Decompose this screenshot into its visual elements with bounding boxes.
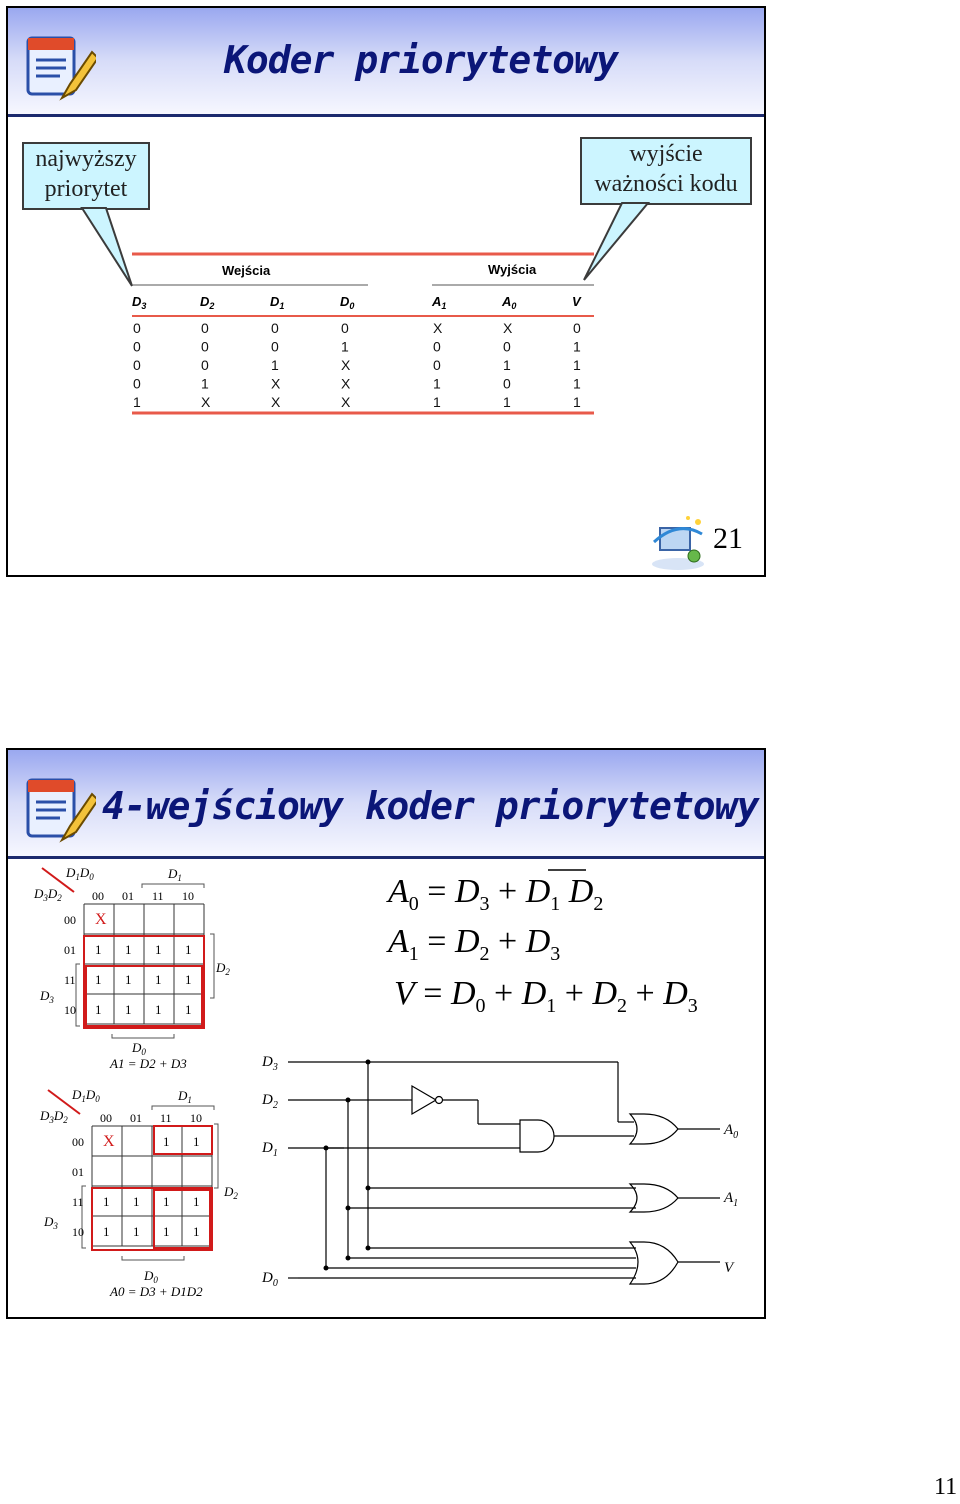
slide-22 <box>6 748 766 1319</box>
computer-network-icon <box>648 514 710 572</box>
page-number: 11 <box>934 1474 958 1500</box>
table-cell: 1 <box>503 394 511 410</box>
kmap-cell: 1 <box>125 942 132 957</box>
svg-text:D2: $D_2$ <box>216 960 230 977</box>
kmap-row-code: 10 <box>72 1225 84 1239</box>
kmap-cell: 1 <box>163 1134 170 1149</box>
kmap-cell: X <box>103 1133 115 1150</box>
circuit-output-v: V <box>724 1260 734 1276</box>
kmap-cell: 1 <box>133 1224 140 1239</box>
kmap-cell: 1 <box>163 1224 170 1239</box>
kmap-col-code: 10 <box>190 1111 202 1125</box>
group-label-outputs: Wyjścia <box>488 262 537 277</box>
kmap-cell: 1 <box>133 1194 140 1209</box>
table-cell: 0 <box>573 320 581 336</box>
circuit-output-a0: $A_0$ <box>724 1122 739 1141</box>
slide-number: 21 <box>713 522 743 555</box>
callout-line: wyjście <box>629 141 703 167</box>
circuit-input-d3: $D_3$ <box>262 1054 278 1073</box>
kmap-col-code: 11 <box>152 889 164 903</box>
svg-text:D3: $D_3$ <box>44 1214 58 1231</box>
callout-line: najwyższy <box>35 146 137 172</box>
table-cell: 1 <box>573 357 581 373</box>
equations <box>380 862 760 1022</box>
table-cell: 1 <box>573 375 581 392</box>
equation-v: $V = D_0 + D_1 + D_2 + D_3$ <box>394 975 698 1017</box>
kmap-col-code: 00 <box>92 889 104 903</box>
table-cell: 1 <box>201 375 209 392</box>
kmap-cell: 1 <box>95 1002 102 1017</box>
kmap-cell: 1 <box>185 942 192 957</box>
svg-text:D2: $D_2$ <box>224 1184 238 1201</box>
svg-text:D0: $D_0$ <box>132 1040 146 1057</box>
table-cell: 0 <box>503 375 511 392</box>
table-cell: 0 <box>271 320 279 336</box>
kmap-row-code: 01 <box>64 943 76 957</box>
kmap-row-code: 00 <box>64 913 76 927</box>
svg-text:D0: $D_0$ <box>144 1268 158 1285</box>
kmap-cell: 1 <box>103 1224 110 1239</box>
table-cell: X <box>341 394 351 410</box>
table-cell: 1 <box>271 357 279 373</box>
circuit-output-a1: $A_1$ <box>724 1190 739 1209</box>
table-cell: 1 <box>573 338 581 355</box>
slide-title: Koder priorytetowy <box>224 38 618 82</box>
kmap-row-code: 11 <box>64 973 76 987</box>
svg-text:D1: $D_1$ <box>168 866 182 883</box>
kmap1-caption: A1 = D2 + D3 <box>110 1056 187 1071</box>
kmap-col-code: 01 <box>130 1111 142 1125</box>
table-cell: 1 <box>341 338 349 355</box>
table-header: V <box>572 294 581 309</box>
table-cell: 0 <box>433 357 441 373</box>
table-cell: 1 <box>433 394 441 410</box>
svg-text:D1: $D_1$ <box>178 1088 192 1105</box>
kmap-col-code: 10 <box>182 889 194 903</box>
equation-a1: $A_1 = D_2 + D_3$ <box>388 923 561 965</box>
svg-text:D1D0: $D_1D_0$ <box>72 1087 100 1104</box>
slide-title: 4-wejściowy koder priorytetowy <box>102 784 759 828</box>
table-cell: 0 <box>133 375 141 392</box>
kmap-col-code: 01 <box>122 889 134 903</box>
table-cell: X <box>201 394 211 410</box>
kmap-cell: 1 <box>125 1002 132 1017</box>
kmap-row-code: 01 <box>72 1165 84 1179</box>
table-cell: 0 <box>201 338 209 355</box>
document-pen-icon <box>22 772 96 846</box>
slide-21 <box>6 6 766 577</box>
table-header: $D_0$ <box>340 294 355 311</box>
kmap-cell: 1 <box>193 1134 200 1149</box>
table-header: $D_3$ <box>132 294 147 311</box>
kmap-cell: 1 <box>155 1002 162 1017</box>
table-cell: 1 <box>503 357 511 373</box>
table-cell: 0 <box>341 320 349 336</box>
kmap-col-code: 11 <box>160 1111 172 1125</box>
table-cell: 0 <box>133 357 141 373</box>
table-cell: 1 <box>433 375 441 392</box>
table-cell: X <box>433 320 443 336</box>
table-cell: 0 <box>271 338 279 355</box>
svg-text:D3: $D_3$ <box>40 988 54 1005</box>
kmap-cell: 1 <box>95 942 102 957</box>
circuit-input-d2: $D_2$ <box>262 1092 278 1111</box>
table-header: $A_1$ <box>432 294 447 311</box>
kmap-row-code: 00 <box>72 1135 84 1149</box>
callout-line: ważności kodu <box>594 171 738 197</box>
table-cell: X <box>341 357 351 373</box>
callout-line: priorytet <box>44 176 128 202</box>
svg-text:D1D0: $D_1D_0$ <box>66 865 94 882</box>
table-cell: 0 <box>133 320 141 336</box>
table-cell: 0 <box>201 357 209 373</box>
table-cell: X <box>271 394 281 410</box>
circuit-input-d1: $D_1$ <box>262 1140 278 1159</box>
kmap-cell: 1 <box>185 972 192 987</box>
kmap-cell: 1 <box>125 972 132 987</box>
group-label-inputs: Wejścia <box>222 263 271 278</box>
truth-table <box>8 8 764 575</box>
kmap-col-code: 00 <box>100 1111 112 1125</box>
table-cell: X <box>503 320 513 336</box>
kmap-cell: 1 <box>155 942 162 957</box>
table-cell: 0 <box>201 320 209 336</box>
table-cell: 1 <box>573 394 581 410</box>
kmap-a1 <box>28 862 258 1078</box>
kmap-cell: 1 <box>95 972 102 987</box>
svg-text:D3D2: $D_3D_2$ <box>40 1108 68 1125</box>
kmap-row-code: 11 <box>72 1195 84 1209</box>
kmap-cell: 1 <box>103 1194 110 1209</box>
kmap-cell: 1 <box>185 1002 192 1017</box>
table-header: $D_1$ <box>270 294 285 311</box>
kmap-cell: 1 <box>163 1194 170 1209</box>
equation-a0: $A_0 = D_3 + D_1$ $D_2$ <box>388 873 604 915</box>
kmap-row-code: 10 <box>64 1003 76 1017</box>
kmap-cell: X <box>95 911 107 928</box>
table-cell: 0 <box>503 338 511 355</box>
table-cell: 1 <box>133 394 141 410</box>
circuit-diagram <box>258 1040 764 1300</box>
table-cell: 0 <box>133 338 141 355</box>
circuit-input-d0: $D_0$ <box>262 1270 278 1289</box>
kmap-cell: 1 <box>193 1224 200 1239</box>
kmap-cell: 1 <box>193 1194 200 1209</box>
table-cell: X <box>271 375 281 392</box>
table-cell: 0 <box>433 338 441 355</box>
table-cell: X <box>341 375 351 392</box>
table-header: $A_0$ <box>502 294 517 311</box>
kmap2-caption: A0 = D3 + D1D2 <box>110 1284 203 1299</box>
table-header: $D_2$ <box>200 294 215 311</box>
kmap-a0 <box>34 1084 264 1300</box>
svg-text:D3D2: $D_3D_2$ <box>34 886 62 903</box>
kmap-cell: 1 <box>155 972 162 987</box>
